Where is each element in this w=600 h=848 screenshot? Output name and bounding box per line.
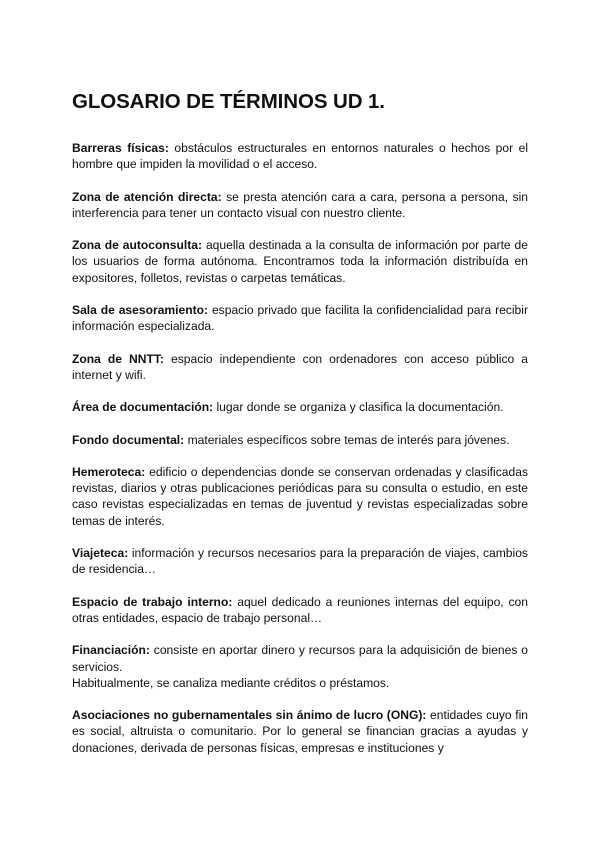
glossary-definition: entidades cuyo fin es social, altruista o comunitario. Por lo general se financian gracias a ayudas y donaciones, derivada de personas físicas, empresas e instituciones y [72, 708, 528, 755]
glossary-definition: edificio o dependencias donde se conservan ordenadas y clasificadas revistas, diarios y otras publicaciones periódicas para su consulta o estudio, en este caso revistas especializadas en temas de juventud y revistas especializadas sobre temas de interés. [72, 464, 528, 528]
glossary-definition: consiste en aportar dinero y recursos para la adquisición de bienes o servicios. [72, 643, 528, 674]
glossary-definition: espacio privado que facilita la confidencialidad para recibir información especializada. [72, 303, 528, 334]
glossary-term: Financiación: [72, 643, 150, 658]
glossary-definition-continuation: Habitualmente, se canaliza mediante créditos o préstamos. [72, 675, 390, 690]
glossary-definition: materiales específicos sobre temas de interés para jóvenes. [187, 432, 510, 447]
glossary-definition: se presta atención cara a cara, persona a persona, sin interferencia para tener un contacto visual con nuestro cliente. [72, 189, 528, 220]
glossary-entry-barreras-fisicas [72, 140, 528, 173]
glossary-definition: aquella destinada a la consulta de información por parte de los usuarios de forma autónoma. Encontramos toda la información distribuída en expositores, folletos, revistas o carpetas temáticas. [72, 238, 528, 285]
document-title: GLOSARIO DE TÉRMINOS UD 1. [72, 90, 385, 113]
glossary-term: Espacio de trabajo interno: [72, 594, 233, 609]
glossary-definition: aquel dedicado a reuniones internas del equipo, con otras entidades, espacio de trabajo personal… [72, 594, 528, 625]
glossary-entry-viajeteca [72, 545, 528, 578]
glossary-entry-financiacion [72, 642, 528, 691]
glossary-term: Zona de autoconsulta: [72, 238, 203, 253]
glossary-entry-zona-atencion-directa [72, 189, 528, 222]
glossary-definition: lugar donde se organiza y clasifica la documentación. [216, 400, 504, 415]
glossary-term: Barreras físicas: [72, 141, 169, 155]
glossary-entry-ong [72, 707, 528, 756]
glossary-definition: obstáculos estructurales en entornos naturales o hechos por el hombre que impiden la movilidad o el acceso. [72, 141, 528, 172]
glossary-term: Área de documentación: [72, 400, 214, 415]
glossary-definition: información y recursos necesarios para la preparación de viajes, cambios de residencia… [72, 546, 528, 577]
glossary-entry-espacio-trabajo-interno [72, 594, 528, 627]
glossary-term: Viajeteca: [72, 546, 129, 561]
glossary-entry-area-documentacion [72, 399, 528, 415]
glossary-term: Asociaciones no gubernamentales sin ánimo de lucro (ONG): [72, 708, 427, 723]
glossary-term: Hemeroteca: [72, 464, 146, 479]
glossary-entry-sala-asesoramiento [72, 302, 528, 335]
glossary-entry-fondo-documental [72, 432, 528, 448]
glossary-entry-hemeroteca [72, 464, 528, 529]
glossary-entry-zona-autoconsulta [72, 237, 528, 286]
glossary-term: Fondo documental: [72, 432, 185, 447]
glossary-term: Zona de NNTT: [72, 351, 164, 366]
glossary-entry-zona-nntt [72, 351, 528, 384]
glossary-term: Zona de atención directa: [72, 189, 222, 204]
glossary-term: Sala de asesoramiento: [72, 303, 209, 318]
glossary-definition: espacio independiente con ordenadores con acceso público a internet y wifi. [72, 351, 528, 382]
glossary-list [72, 140, 528, 756]
